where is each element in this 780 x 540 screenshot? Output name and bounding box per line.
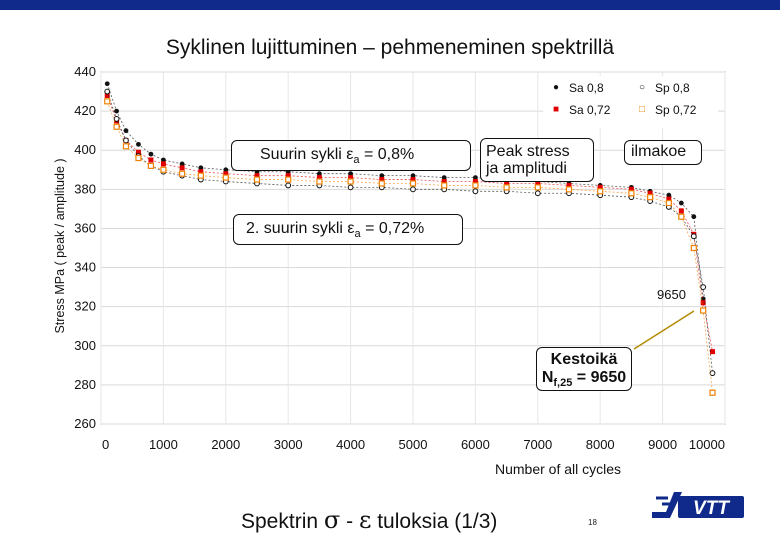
data-point [105,89,110,94]
data-point [123,144,128,149]
data-point [255,177,260,182]
data-point [136,142,141,147]
data-point [124,128,129,133]
x-tick-label: 10000 [688,437,725,452]
x-tick-label: 7000 [523,437,553,452]
legend-label: Sa 0,8 [569,81,604,95]
data-point [691,246,696,251]
data-point [629,191,634,196]
page-number: 18 [588,518,597,527]
legend-item-sa072 [549,103,610,117]
legend-item-sp072 [635,103,696,117]
slide-title: Syklinen lujittuminen – pehmeneminen spektrillä [165,36,615,59]
data-point [473,183,478,188]
x-tick-label: 0 [102,437,110,452]
data-point [710,390,715,395]
svg-text:VTT: VTT [693,498,729,519]
data-point [379,181,384,186]
data-point [442,183,447,188]
y-tick-label: 440 [74,64,96,79]
y-tick-label: 260 [74,416,96,431]
data-point [180,171,185,176]
x-tick-label: 9000 [648,437,678,452]
data-point [114,109,119,114]
slide-footer-title: Spektrin σ - ε tuloksia (1/3) [241,506,498,534]
x-tick-label: 6000 [460,437,490,452]
data-point [180,165,185,170]
legend-label: Sp 0,8 [655,81,690,95]
y-tick-label: 380 [74,181,96,197]
chart-legend [543,76,718,128]
peak-stress-annotation [480,138,594,182]
peak-stress-line1: Peak stress [486,143,570,160]
fatigue-life-line2: $N_{f,25} = 9650$ [541,369,627,390]
legend-label: Sa 0,72 [569,103,611,117]
y-tick-label: 320 [74,298,96,314]
y-tick-label: 300 [74,337,96,353]
legend-square-marker: ■ [552,104,560,115]
legend-open-square-marker: □ [638,104,646,115]
x-tick-label: 8000 [585,437,615,452]
data-point [679,208,684,213]
data-point [504,185,509,190]
data-point [286,177,291,182]
y-tick-label: 400 [74,142,96,158]
data-point [286,183,291,188]
x-tick-label: 4000 [336,437,366,452]
data-point [198,173,203,178]
x-tick-label: 2000 [211,437,241,452]
data-point [114,117,119,122]
data-point [567,187,572,192]
data-point [679,201,684,206]
data-point [710,349,715,354]
data-point [473,189,478,194]
data-point [148,163,153,168]
fatigue-life-annotation [536,347,632,391]
data-point [348,179,353,184]
peak-stress-line2: ja amplitudi [486,160,567,177]
x-axis-label: Number of all cycles [494,461,622,477]
data-point [411,187,416,192]
x-tick-label: 5000 [398,437,428,452]
y-tick-label: 420 [74,103,96,119]
data-point [105,81,110,86]
x-tick-label: 1000 [148,437,178,452]
data-point [149,152,154,157]
data-point [348,185,353,190]
y-tick-label: 360 [74,220,96,236]
second-cycle-annotation: 2. suurin sykli $\varepsilon_a = 0,72\%$ [233,214,463,245]
y-tick-label: 340 [74,259,96,275]
data-point [161,161,166,166]
data-point [535,191,540,196]
data-point [317,179,322,184]
data-point [114,124,119,129]
data-point [691,214,696,219]
data-point [136,156,141,161]
y-axis-label: Stress MPa ( peak / amplitude ) [53,158,67,334]
data-point [105,99,110,104]
legend-circle-marker: ○ [638,82,646,93]
data-point [148,158,153,163]
data-point [648,195,653,200]
x-tick-label: 3000 [273,437,303,452]
data-point [223,175,228,180]
x-tick-labels [102,437,725,452]
peak-cycle-annotation: Suurin sykli $\varepsilon_a = 0,8\%$ [231,140,471,171]
data-point [598,189,603,194]
vtt-logo-icon [648,486,748,522]
data-point [535,185,540,190]
data-point [161,167,166,172]
y-tick-labels [74,64,96,431]
legend-item-sp08 [635,81,690,95]
data-point [701,308,706,313]
data-point [691,234,696,239]
data-point [411,181,416,186]
air-test-annotation: ilmakoe [624,140,702,165]
data-point [666,201,671,206]
fatigue-life-line1: Kestoikä [550,351,618,368]
data-point [679,214,684,219]
data-point [701,285,706,290]
legend-dot-marker: ● [552,82,560,93]
legend-label: Sp 0,72 [655,103,697,117]
y-tick-label: 280 [74,376,96,392]
legend-item-sa08 [549,81,604,95]
cycles-9650-label: 9650 [657,287,686,302]
